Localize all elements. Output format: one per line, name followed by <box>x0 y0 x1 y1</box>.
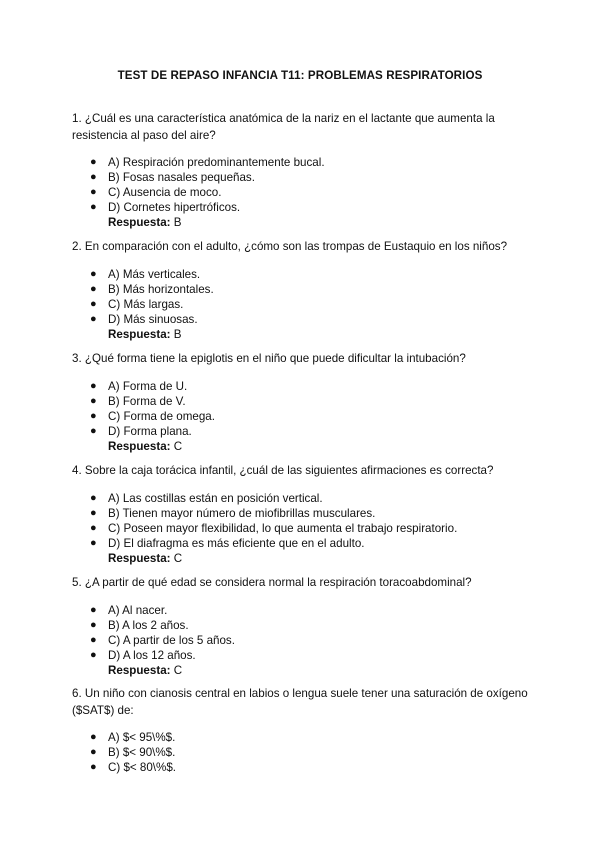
option-d: ● D) Cornetes hipertróficos. <box>90 201 241 214</box>
bullet-icon: ● <box>90 171 97 183</box>
options-list <box>72 379 532 439</box>
bullet-icon: ● <box>90 156 97 168</box>
question-text: 2. En comparación con el adulto, ¿cómo son las trompas de Eustaquio en los niños? <box>72 240 508 253</box>
question-text: 3. ¿Qué forma tiene la epiglotis en el niño que puede dificultar la intubación? <box>72 352 466 365</box>
bullet-icon: ● <box>90 761 97 773</box>
answer-value: B <box>173 216 182 229</box>
bullet-icon: ● <box>90 394 97 407</box>
bullet-icon: ● <box>90 731 97 743</box>
option-a: ● A) Más verticales. <box>90 267 201 281</box>
option-a: ● A) Las costillas están en posición vertical. <box>90 491 323 505</box>
bullet-icon: ● <box>90 379 97 392</box>
question-6 <box>72 686 532 775</box>
question-text: 1. ¿Cuál es una característica anatómica de la nariz en el lactante que aumenta la resistencia al paso del aire? <box>72 112 495 142</box>
answer-line <box>72 663 532 678</box>
question-text: 5. ¿A partir de qué edad se considera normal la respiración toracoabdominal? <box>72 576 472 589</box>
question-3 <box>72 351 532 454</box>
option-c: ● C) $< 80\%$. <box>90 761 176 774</box>
option-a: ● A) Respiración predominantemente bucal. <box>90 156 325 169</box>
bullet-icon: ● <box>90 186 97 198</box>
option-d: ● D) A los 12 años. <box>90 648 196 662</box>
option-b: ● B) $< 90\%$. <box>90 746 176 759</box>
answer-label: Respuesta: <box>108 551 171 565</box>
option-d: ● D) Más sinuosas. <box>90 312 198 326</box>
bullet-icon: ● <box>90 409 97 422</box>
bullet-icon: ● <box>90 633 97 646</box>
option-d: ● D) Forma plana. <box>90 424 192 438</box>
option-b: ● B) Tienen mayor número de miofibrillas musculares. <box>90 506 376 520</box>
bullet-icon: ● <box>90 648 97 661</box>
option-c: ● C) Forma de omega. <box>90 409 215 423</box>
page-title: TEST DE REPASO INFANCIA T11: PROBLEMAS RESPIRATORIOS <box>117 69 483 82</box>
answer-label: Respuesta: <box>108 327 171 341</box>
answer-value: C <box>173 663 183 677</box>
answer-line <box>72 327 532 342</box>
bullet-icon: ● <box>90 506 97 519</box>
option-c: ● C) Ausencia de moco. <box>90 186 222 199</box>
answer-line <box>72 439 532 454</box>
answer-value: B <box>173 327 182 341</box>
bullet-icon: ● <box>90 521 97 534</box>
question-1 <box>72 111 532 230</box>
option-a: ● A) Al nacer. <box>90 603 168 617</box>
answer-label: Respuesta: <box>108 216 171 229</box>
bullet-icon: ● <box>90 424 97 437</box>
option-b: ● B) Fosas nasales pequeñas. <box>90 171 255 184</box>
options-list <box>72 491 532 551</box>
bullet-icon: ● <box>90 297 97 310</box>
option-c: ● C) Poseen mayor flexibilidad, lo que aumenta el trabajo respiratorio. <box>90 521 458 535</box>
bullet-icon: ● <box>90 312 97 325</box>
bullet-icon: ● <box>90 536 97 549</box>
question-5 <box>72 575 532 678</box>
bullet-icon: ● <box>90 746 97 758</box>
option-c: ● C) A partir de los 5 años. <box>90 633 235 647</box>
option-b: ● B) Más horizontales. <box>90 282 214 296</box>
options-list <box>72 730 532 775</box>
question-text: 6. Un niño con cianosis central en labios o lengua suele tener una saturación de oxígeno ($SAT$) de: <box>72 687 528 717</box>
bullet-icon: ● <box>90 282 97 295</box>
options-list <box>72 267 532 327</box>
answer-label: Respuesta: <box>108 439 171 453</box>
question-2 <box>72 239 532 342</box>
answer-label: Respuesta: <box>108 663 171 677</box>
answer-value: C <box>173 551 183 565</box>
bullet-icon: ● <box>90 267 97 280</box>
answer-line <box>72 215 532 230</box>
options-list <box>72 603 532 663</box>
question-text: 4. Sobre la caja torácica infantil, ¿cuál de las siguientes afirmaciones es correcta? <box>72 464 494 477</box>
option-b: ● B) Forma de V. <box>90 394 186 408</box>
option-a: ● A) Forma de U. <box>90 379 188 393</box>
option-b: ● B) A los 2 años. <box>90 618 189 632</box>
question-4 <box>72 463 532 566</box>
option-d: ● D) El diafragma es más eficiente que en el adulto. <box>90 536 365 550</box>
bullet-icon: ● <box>90 618 97 631</box>
bullet-icon: ● <box>90 491 97 504</box>
bullet-icon: ● <box>90 201 97 213</box>
options-list <box>72 155 532 215</box>
answer-value: C <box>173 439 183 453</box>
answer-line <box>72 551 532 566</box>
option-c: ● C) Más largas. <box>90 297 184 311</box>
option-a: ● A) $< 95\%$. <box>90 731 176 744</box>
bullet-icon: ● <box>90 603 97 616</box>
